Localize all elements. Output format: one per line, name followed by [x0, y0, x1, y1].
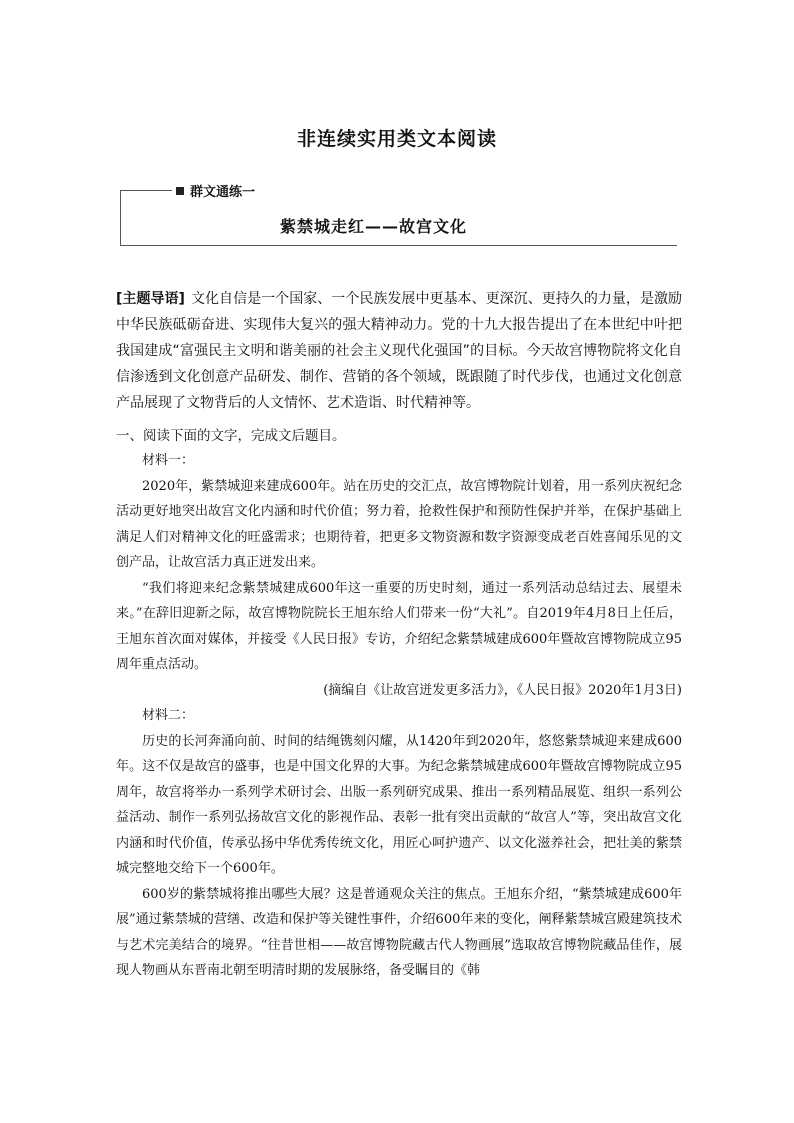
section-label [176, 181, 255, 200]
section-left-rule [120, 190, 121, 246]
material-1-paragraph-1: 2020年，紫禁城迎来建成600年。站在历史的交汇点，故宫博物院计划着，用一系列庆祝纪念活动更好地突出故宫文化内涵和时代价值；努力着，抢救性保护和预防性保护并举，在保护基础上满足人们对精神文化的旺盛需求；也期待着，把更多文物资源和数字资源变成老百姓喜闻乐见的文创产品，让故宫活力真正迸发出来。 [116, 478, 682, 570]
theme-guide-tag: [主题导语] [116, 291, 185, 307]
section-label-text: 群文通练一 [190, 185, 256, 200]
task-instruction: 一、阅读下面的文字，完成文后题目。 [116, 428, 346, 444]
reading-passage [116, 448, 682, 984]
section-subtitle: 紫禁城走红——故宫文化 [280, 217, 468, 236]
section-header [120, 178, 677, 246]
theme-guide [116, 286, 682, 416]
material-1-heading: 材料一： [142, 453, 195, 468]
material-2-paragraph-2: 600岁的紫禁城将推出哪些大展？这是普通观众关注的焦点。王旭东介绍，“紫禁城建成600年展”通过紫禁城的营缮、改造和保护等关键性事件，介绍600年来的变化，阐释紫禁城宫殿建筑技术与艺术完美结合的境界。“往昔世相——故宫博物院藏古代人物画展”选取故宫博物院藏品佳作，展现人物画从东晋南北朝至明清时期的发展脉络，备受瞩目的《韩 [116, 886, 682, 978]
theme-guide-text: 文化自信是一个国家、一个民族发展中更基本、更深沉、更持久的力量，是激励中华民族砥砺奋进、实现伟大复兴的强大精神动力。党的十九大报告提出了在本世纪中叶把我国建成“富强民主文明和谐美丽的社会主义现代化强国”的目标。今天故宫博物院将文化自信渗透到文化创意产品研发、制作、营销的各个领域，既跟随了时代步伐，也通过文化创意产品展现了文物背后的人文情怀、艺术造诣、时代精神等。 [116, 291, 683, 411]
material-1-source: (摘编自《让故宫迸发更多活力》，《人民日报》2020年1月3日) [323, 682, 682, 698]
material-1-paragraph-2: “我们将迎来纪念紫禁城建成600年这一重要的历史时刻，通过一系列活动总结过去、展望未来。”在辞旧迎新之际，故宫博物院院长王旭东给人们带来一份“大礼”。自2019年4月8日上任后，王旭东首次面对媒体，并接受《人民日报》专访，介绍纪念紫禁城建成600年暨故宫博物院成立95周年重点活动。 [116, 580, 682, 672]
section-bottom-rule [120, 245, 677, 246]
square-bullet-icon [176, 187, 184, 195]
section-top-rule [120, 190, 172, 191]
material-2-heading: 材料二： [142, 708, 195, 723]
page-title: 非连续实用类文本阅读 [296, 128, 497, 150]
material-2-paragraph-1: 历史的长河奔涌向前、时间的结绳镌刻闪耀，从1420年到2020年，悠悠紫禁城迎来建成600年。这不仅是故宫的盛事，也是中国文化界的大事。为纪念紫禁城建成600年暨故宫博物院成立95周年，故宫将举办一系列学术研讨会、出版一系列研究成果、推出一系列精品展览、组织一系列公益活动、制作一系列弘扬故宫文化的影视作品、表彰一批有突出贡献的“故宫人”等，突出故宫文化内涵和时代价值，传承弘扬中华优秀传统文化，用匠心呵护遗产、以文化滋养社会，把壮美的紫禁城完整地交给下一个600年。 [116, 733, 682, 876]
